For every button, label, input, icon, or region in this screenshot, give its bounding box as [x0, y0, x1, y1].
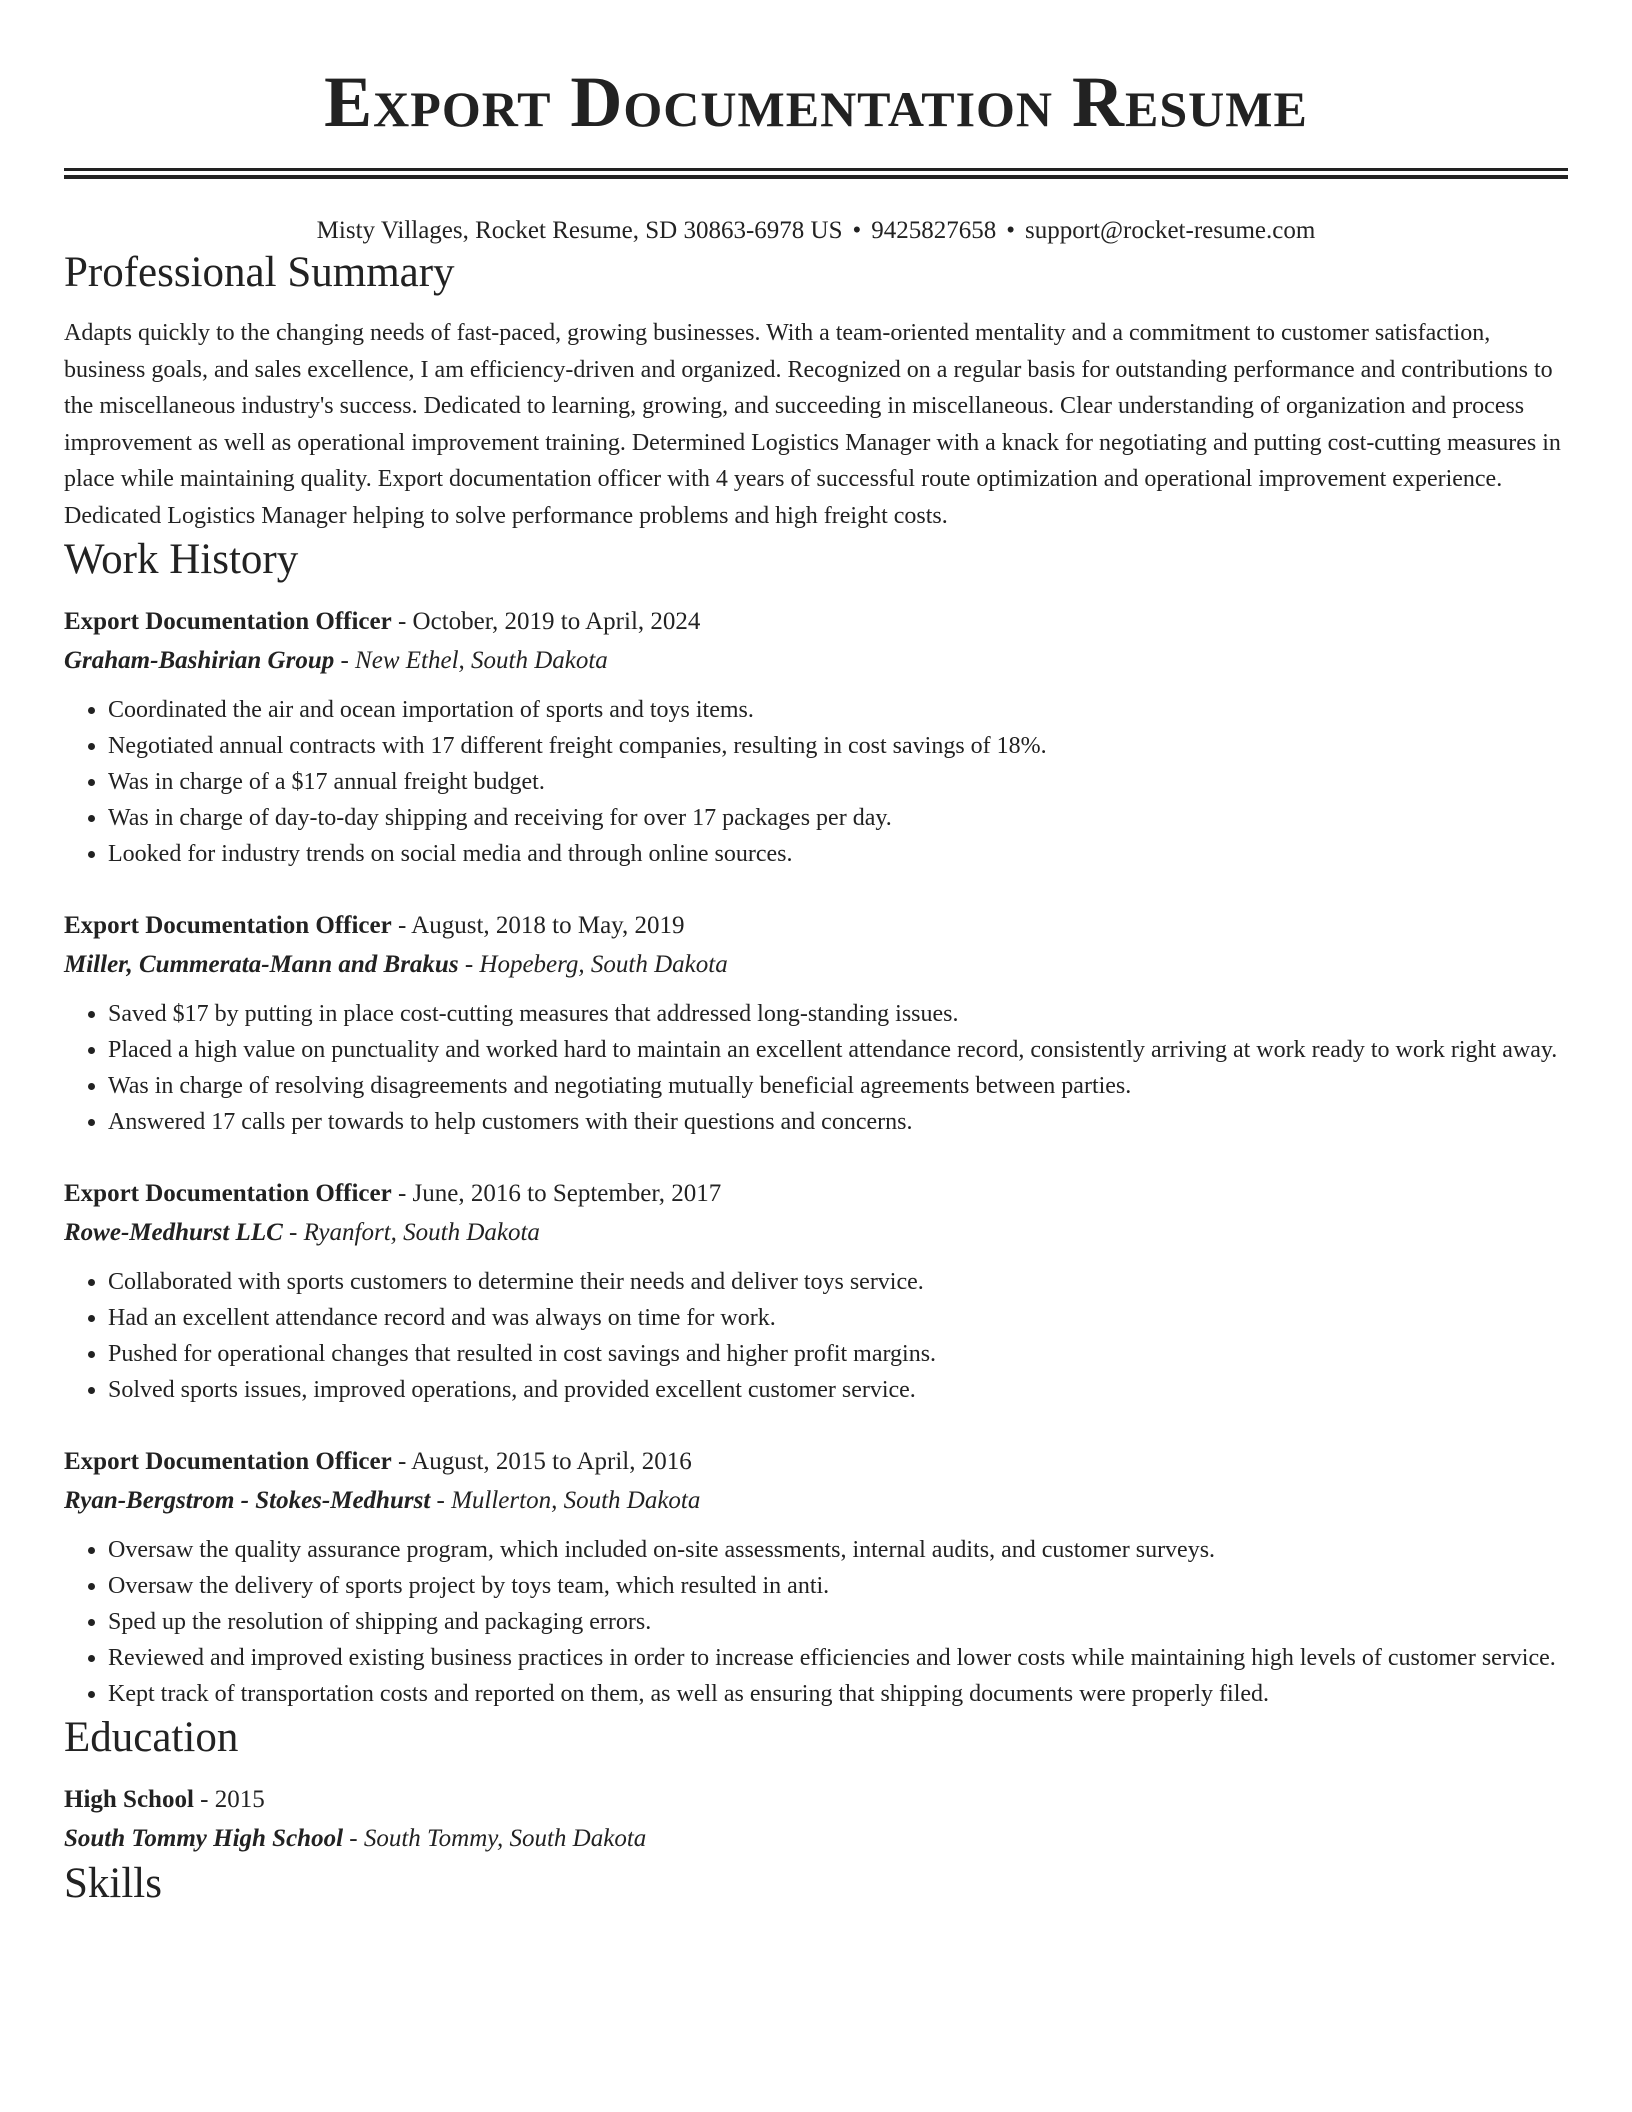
- section-heading-summary: Professional Summary: [64, 249, 455, 296]
- job-bullet-list: [64, 1264, 1568, 1408]
- job-bullet: • Reviewed and improved existing business practices in order to increase efficiencies and lower costs while maintaining high levels of customer service.: [108, 1640, 1568, 1676]
- job-employer-line: [64, 1213, 1568, 1252]
- title-divider: [64, 168, 1568, 179]
- job-title-line: [64, 602, 1568, 641]
- section-heading-skills: Skills: [64, 1860, 162, 1907]
- job-dates: - October, 2019 to April, 2024: [391, 608, 701, 635]
- contact-separator: •: [852, 217, 862, 244]
- resume-title: Export Documentation Resume: [324, 62, 1308, 142]
- job-location: - Hopeberg, South Dakota: [458, 951, 728, 978]
- contact-line: [64, 215, 1568, 247]
- job-bullet: • Negotiated annual contracts with 17 different freight companies, resulting in cost savings of 18%.: [108, 728, 1568, 764]
- job-bullet-list: [64, 996, 1568, 1140]
- job-entry: [64, 1442, 1568, 1712]
- job-bullet: • Had an excellent attendance record and was always on time for work.: [108, 1300, 1568, 1336]
- job-bullet: • Oversaw the delivery of sports project by toys team, which resulted in anti.: [108, 1568, 1568, 1604]
- job-title-line: [64, 1442, 1568, 1481]
- job-title-line: [64, 906, 1568, 945]
- job-title: Export Documentation Officer: [64, 1448, 392, 1475]
- job-dates: - June, 2016 to September, 2017: [391, 1180, 722, 1207]
- education-year: - 2015: [193, 1786, 265, 1813]
- education-location: - South Tommy, South Dakota: [343, 1825, 647, 1852]
- job-dates: - August, 2018 to May, 2019: [391, 912, 685, 939]
- contact-phone: 9425827658: [871, 217, 997, 244]
- job-location: - New Ethel, South Dakota: [334, 647, 608, 674]
- job-bullet: • Answered 17 calls per towards to help customers with their questions and concerns.: [108, 1104, 1568, 1140]
- job-bullet: • Kept track of transportation costs and reported on them, as well as ensuring that shipping documents were properly filed.: [108, 1676, 1568, 1712]
- job-bullet: • Collaborated with sports customers to determine their needs and deliver toys service.: [108, 1264, 1568, 1300]
- job-employer-line: [64, 945, 1568, 984]
- education-school-line: [64, 1819, 1568, 1858]
- job-employer: Miller, Cummerata-Mann and Brakus: [64, 951, 459, 978]
- job-employer-line: [64, 641, 1568, 680]
- job-bullet: • Coordinated the air and ocean importation of sports and toys items.: [108, 692, 1568, 728]
- contact-address: Misty Villages, Rocket Resume, SD 30863-6978 US: [316, 217, 843, 244]
- education-entry: [64, 1780, 1568, 1858]
- job-employer: Graham-Bashirian Group: [64, 647, 335, 674]
- education-school: South Tommy High School: [64, 1825, 344, 1852]
- job-bullet: • Solved sports issues, improved operations, and provided excellent customer service.: [108, 1372, 1568, 1408]
- work-history-list: [64, 602, 1568, 1712]
- job-bullet: • Pushed for operational changes that resulted in cost savings and higher profit margins.: [108, 1336, 1568, 1372]
- job-entry: [64, 602, 1568, 872]
- job-employer: Rowe-Medhurst LLC: [64, 1219, 283, 1246]
- job-bullet: • Was in charge of a $17 annual freight budget.: [108, 764, 1568, 800]
- contact-separator: •: [1006, 217, 1016, 244]
- contact-email: support@rocket-resume.com: [1025, 217, 1316, 244]
- job-bullet: • Placed a high value on punctuality and worked hard to maintain an excellent attendance record, consistently arriving at work ready to work right away.: [108, 1032, 1568, 1068]
- job-bullet: • Saved $17 by putting in place cost-cutting measures that addressed long-standing issues.: [108, 996, 1568, 1032]
- job-bullet: • Looked for industry trends on social media and through online sources.: [108, 836, 1568, 872]
- job-location: - Mullerton, South Dakota: [430, 1487, 701, 1514]
- job-title: Export Documentation Officer: [64, 912, 392, 939]
- job-location: - Ryanfort, South Dakota: [282, 1219, 540, 1246]
- education-degree: High School: [64, 1786, 194, 1813]
- section-heading-education: Education: [64, 1714, 239, 1761]
- job-employer-line: [64, 1481, 1568, 1520]
- job-title: Export Documentation Officer: [64, 1180, 392, 1207]
- job-bullet: • Oversaw the quality assurance program, which included on-site assessments, internal audits, and customer surveys.: [108, 1532, 1568, 1568]
- job-entry: [64, 1174, 1568, 1408]
- job-bullet-list: [64, 1532, 1568, 1712]
- job-bullet: • Was in charge of resolving disagreements and negotiating mutually beneficial agreements between parties.: [108, 1068, 1568, 1104]
- job-bullet: • Was in charge of day-to-day shipping and receiving for over 17 packages per day.: [108, 800, 1568, 836]
- job-title: Export Documentation Officer: [64, 608, 392, 635]
- summary-text: Adapts quickly to the changing needs of fast-paced, growing businesses. With a team-oriented mentality and a commitment to customer satisfaction, business goals, and sales excellence, I am efficiency-driven and organized. Recognized on a regular basis for outstanding performance and contributions to the miscellaneous industry's success. Dedicated to learning, growing, and succeeding in miscellaneous. Clear understanding of organization and process improvement as well as operational improvement training. Determined Logistics Manager with a knack for negotiating and putting cost-cutting measures in place while maintaining quality. Export documentation officer with 4 years of successful route optimization and operational improvement experience. Dedicated Logistics Manager helping to solve performance problems and high freight costs.: [64, 320, 1561, 529]
- job-bullet-list: [64, 692, 1568, 872]
- job-title-line: [64, 1174, 1568, 1213]
- section-heading-work-history: Work History: [64, 536, 299, 583]
- job-bullet: • Sped up the resolution of shipping and packaging errors.: [108, 1604, 1568, 1640]
- job-dates: - August, 2015 to April, 2016: [391, 1448, 692, 1475]
- job-employer: Ryan-Bergstrom - Stokes-Medhurst: [64, 1487, 431, 1514]
- education-degree-line: [64, 1780, 1568, 1819]
- job-entry: [64, 906, 1568, 1140]
